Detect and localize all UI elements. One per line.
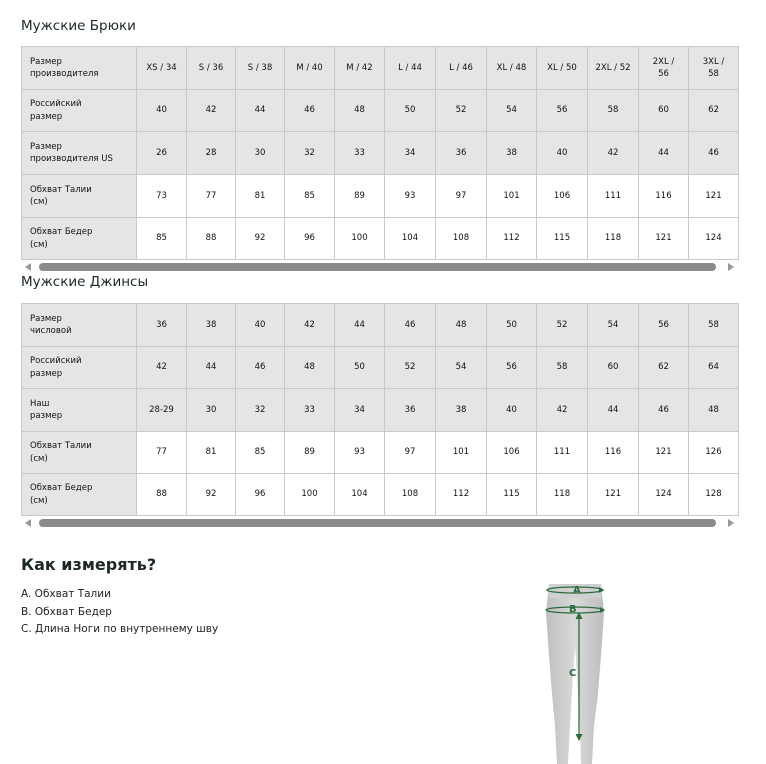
table-cell: 106	[537, 175, 588, 218]
jeans-size-table	[21, 303, 739, 516]
table-cell: 97	[436, 175, 487, 218]
size-header-cell	[537, 47, 588, 90]
table-cell: 104	[335, 474, 385, 516]
table-cell: 121	[639, 432, 689, 474]
size-header-cell	[588, 47, 639, 90]
figure-label-b: B	[569, 604, 577, 615]
table-cell: 77	[137, 432, 187, 474]
size-header-line: XS / 34	[146, 62, 177, 73]
scroll-thumb[interactable]	[39, 519, 716, 527]
table-cell: 50	[335, 347, 385, 389]
table-cell: 81	[236, 175, 285, 218]
size-header-cell	[689, 47, 739, 90]
table-cell: 54	[487, 90, 537, 132]
table-cell: 40	[236, 304, 285, 347]
table-cell: 77	[187, 175, 236, 218]
row-header-cell	[22, 47, 137, 90]
row-header-line: размер	[30, 368, 63, 379]
table-cell: 42	[285, 304, 335, 347]
row-header-line: Размер	[30, 313, 62, 324]
table-cell: 40	[487, 389, 537, 432]
table-cell: 118	[588, 218, 639, 260]
table-cell: 56	[487, 347, 537, 389]
figure-label-c: C	[569, 668, 577, 679]
row-header-cell	[22, 389, 137, 432]
table-cell: 33	[335, 132, 385, 175]
table-cell: 34	[385, 132, 436, 175]
row-header-line: (см)	[30, 453, 48, 464]
size-header-line: 56	[658, 69, 669, 79]
row-header-line: Размер	[30, 56, 62, 67]
table-cell: 89	[335, 175, 385, 218]
table-cell: 124	[639, 474, 689, 516]
row-header-line: Российский	[30, 99, 82, 110]
row-header-line: Обхват Талии	[30, 441, 92, 452]
row-header-line: Обхват Талии	[30, 184, 92, 195]
table-cell: 44	[588, 389, 639, 432]
table-row	[22, 175, 739, 218]
table-cell: 56	[639, 304, 689, 347]
table-cell: 40	[137, 90, 187, 132]
table-cell: 46	[689, 132, 739, 175]
table-row	[22, 304, 739, 347]
table-cell: 93	[385, 175, 436, 218]
table-cell: 48	[436, 304, 487, 347]
row-header-line: (см)	[30, 197, 48, 207]
table-cell: 42	[137, 347, 187, 389]
table-cell: 64	[689, 347, 739, 389]
table-cell: 32	[285, 132, 335, 175]
size-header-line: L / 46	[449, 62, 473, 73]
table-cell: 100	[285, 474, 335, 516]
row-header-line: (см)	[30, 239, 48, 250]
table-cell: 92	[236, 218, 285, 260]
table-cell: 28-29	[137, 389, 187, 432]
table-cell: 44	[335, 304, 385, 347]
table-cell: 32	[236, 389, 285, 432]
row-header-cell	[22, 90, 137, 132]
table-cell: 28	[187, 132, 236, 175]
size-header-cell	[487, 47, 537, 90]
table-row	[22, 389, 739, 432]
table-cell: 112	[487, 218, 537, 260]
row-header-cell	[22, 304, 137, 347]
table-cell: 52	[436, 90, 487, 132]
table-cell: 54	[436, 347, 487, 389]
row-header-cell	[22, 218, 137, 260]
table-cell: 112	[436, 474, 487, 516]
size-header-line: S / 36	[198, 62, 224, 73]
figure-label-a: A	[573, 585, 581, 596]
size-header-cell	[639, 47, 689, 90]
table-cell: 115	[487, 474, 537, 516]
table-cell: 46	[285, 90, 335, 132]
row-header-line: размер	[30, 111, 63, 122]
table-cell: 30	[236, 132, 285, 175]
row-header-cell	[22, 347, 137, 389]
table-cell: 89	[285, 432, 335, 474]
table-cell: 36	[385, 389, 436, 432]
pants-title: Мужские Брюки	[21, 18, 136, 34]
table-cell: 36	[436, 132, 487, 175]
row-header-cell	[22, 432, 137, 474]
table-cell: 111	[588, 175, 639, 218]
table-cell: 101	[487, 175, 537, 218]
scroll-left-arrow-icon[interactable]	[25, 519, 31, 527]
table-row	[22, 218, 739, 260]
pants-table-scrollbar[interactable]	[21, 262, 738, 272]
table-cell: 33	[285, 389, 335, 432]
table-cell: 88	[137, 474, 187, 516]
table-cell: 73	[137, 175, 187, 218]
measure-item-hips: B. Обхват Бедер	[21, 605, 112, 618]
table-cell: 100	[335, 218, 385, 260]
table-cell: 96	[236, 474, 285, 516]
table-cell: 42	[537, 389, 588, 432]
size-header-cell	[236, 47, 285, 90]
table-cell: 50	[385, 90, 436, 132]
table-cell: 42	[588, 132, 639, 175]
row-header-cell	[22, 474, 137, 516]
table-cell: 124	[689, 218, 739, 260]
table-cell: 108	[385, 474, 436, 516]
table-cell: 40	[537, 132, 588, 175]
table-cell: 81	[187, 432, 236, 474]
row-header-cell	[22, 132, 137, 175]
trousers-measurement-illustration	[536, 576, 616, 764]
scroll-left-arrow-icon[interactable]	[25, 263, 31, 271]
table-cell: 108	[436, 218, 487, 260]
size-header-line: 58	[708, 69, 719, 79]
how-to-measure-title: Как измерять?	[21, 555, 157, 574]
measure-item-waist: A. Обхват Талии	[21, 588, 111, 600]
scroll-right-arrow-icon[interactable]	[728, 263, 734, 271]
table-cell: 126	[689, 432, 739, 474]
table-header-row	[22, 47, 739, 90]
table-cell: 62	[689, 90, 739, 132]
table-row	[22, 347, 739, 389]
size-header-line: M / 42	[346, 62, 373, 73]
size-header-line: L / 44	[398, 62, 422, 73]
table-cell: 54	[588, 304, 639, 347]
table-cell: 44	[639, 132, 689, 175]
size-header-line: S / 38	[247, 62, 273, 73]
table-cell: 93	[335, 432, 385, 474]
measure-item-inseam: C. Длина Ноги по внутреннему шву	[21, 623, 219, 636]
table-cell: 85	[236, 432, 285, 474]
table-cell: 52	[537, 304, 588, 347]
table-cell: 118	[537, 474, 588, 516]
size-header-cell	[187, 47, 236, 90]
table-cell: 42	[187, 90, 236, 132]
table-row	[22, 474, 739, 516]
row-header-line: производителя US	[30, 154, 113, 164]
table-cell: 121	[588, 474, 639, 516]
table-cell: 48	[285, 347, 335, 389]
row-header-line: Российский	[30, 356, 82, 367]
table-cell: 106	[487, 432, 537, 474]
row-header-line: производителя	[30, 69, 99, 79]
table-cell: 44	[187, 347, 236, 389]
table-cell: 58	[588, 90, 639, 132]
table-cell: 38	[436, 389, 487, 432]
table-cell: 88	[187, 218, 236, 260]
table-cell: 96	[285, 218, 335, 260]
size-header-cell	[285, 47, 335, 90]
table-cell: 115	[537, 218, 588, 260]
row-header-line: Наш	[30, 398, 50, 409]
size-header-line: 3XL /	[702, 56, 725, 67]
table-cell: 121	[689, 175, 739, 218]
table-cell: 128	[689, 474, 739, 516]
table-cell: 58	[689, 304, 739, 347]
table-cell: 56	[537, 90, 588, 132]
size-header-line: 2XL / 52	[595, 62, 631, 73]
table-row	[22, 90, 739, 132]
table-cell: 97	[385, 432, 436, 474]
size-header-cell	[436, 47, 487, 90]
table-cell: 62	[639, 347, 689, 389]
table-cell: 34	[335, 389, 385, 432]
table-cell: 38	[187, 304, 236, 347]
table-cell: 26	[137, 132, 187, 175]
size-header-line: M / 40	[296, 62, 323, 73]
scroll-thumb[interactable]	[39, 263, 716, 271]
table-cell: 36	[137, 304, 187, 347]
table-cell: 85	[137, 218, 187, 260]
table-cell: 30	[187, 389, 236, 432]
row-header-line: Размер	[30, 141, 62, 152]
table-cell: 101	[436, 432, 487, 474]
table-row	[22, 132, 739, 175]
table-cell: 92	[187, 474, 236, 516]
table-cell: 44	[236, 90, 285, 132]
scroll-right-arrow-icon[interactable]	[728, 519, 734, 527]
jeans-table-scrollbar[interactable]	[21, 518, 738, 528]
table-cell: 46	[236, 347, 285, 389]
size-header-cell	[385, 47, 436, 90]
size-header-line: XL / 50	[547, 62, 577, 73]
jeans-title: Мужские Джинсы	[21, 274, 149, 290]
table-cell: 111	[537, 432, 588, 474]
table-cell: 52	[385, 347, 436, 389]
table-cell: 104	[385, 218, 436, 260]
row-header-cell	[22, 175, 137, 218]
row-header-line: числовой	[30, 326, 72, 336]
table-cell: 60	[639, 90, 689, 132]
row-header-line: (см)	[30, 495, 48, 506]
size-header-cell	[335, 47, 385, 90]
table-cell: 46	[639, 389, 689, 432]
pants-size-table	[21, 46, 739, 260]
table-cell: 121	[639, 218, 689, 260]
table-cell: 48	[689, 389, 739, 432]
table-row	[22, 432, 739, 474]
row-header-line: Обхват Бедер	[30, 483, 93, 494]
table-cell: 60	[588, 347, 639, 389]
table-cell: 116	[639, 175, 689, 218]
size-header-line: 2XL /	[652, 56, 675, 67]
size-header-cell	[137, 47, 187, 90]
row-header-line: размер	[30, 411, 63, 421]
table-cell: 46	[385, 304, 436, 347]
table-cell: 85	[285, 175, 335, 218]
table-cell: 38	[487, 132, 537, 175]
table-cell: 50	[487, 304, 537, 347]
row-header-line: Обхват Бедер	[30, 227, 93, 238]
table-cell: 58	[537, 347, 588, 389]
table-cell: 116	[588, 432, 639, 474]
size-header-line: XL / 48	[496, 62, 527, 73]
measure-list	[21, 586, 218, 639]
table-cell: 48	[335, 90, 385, 132]
